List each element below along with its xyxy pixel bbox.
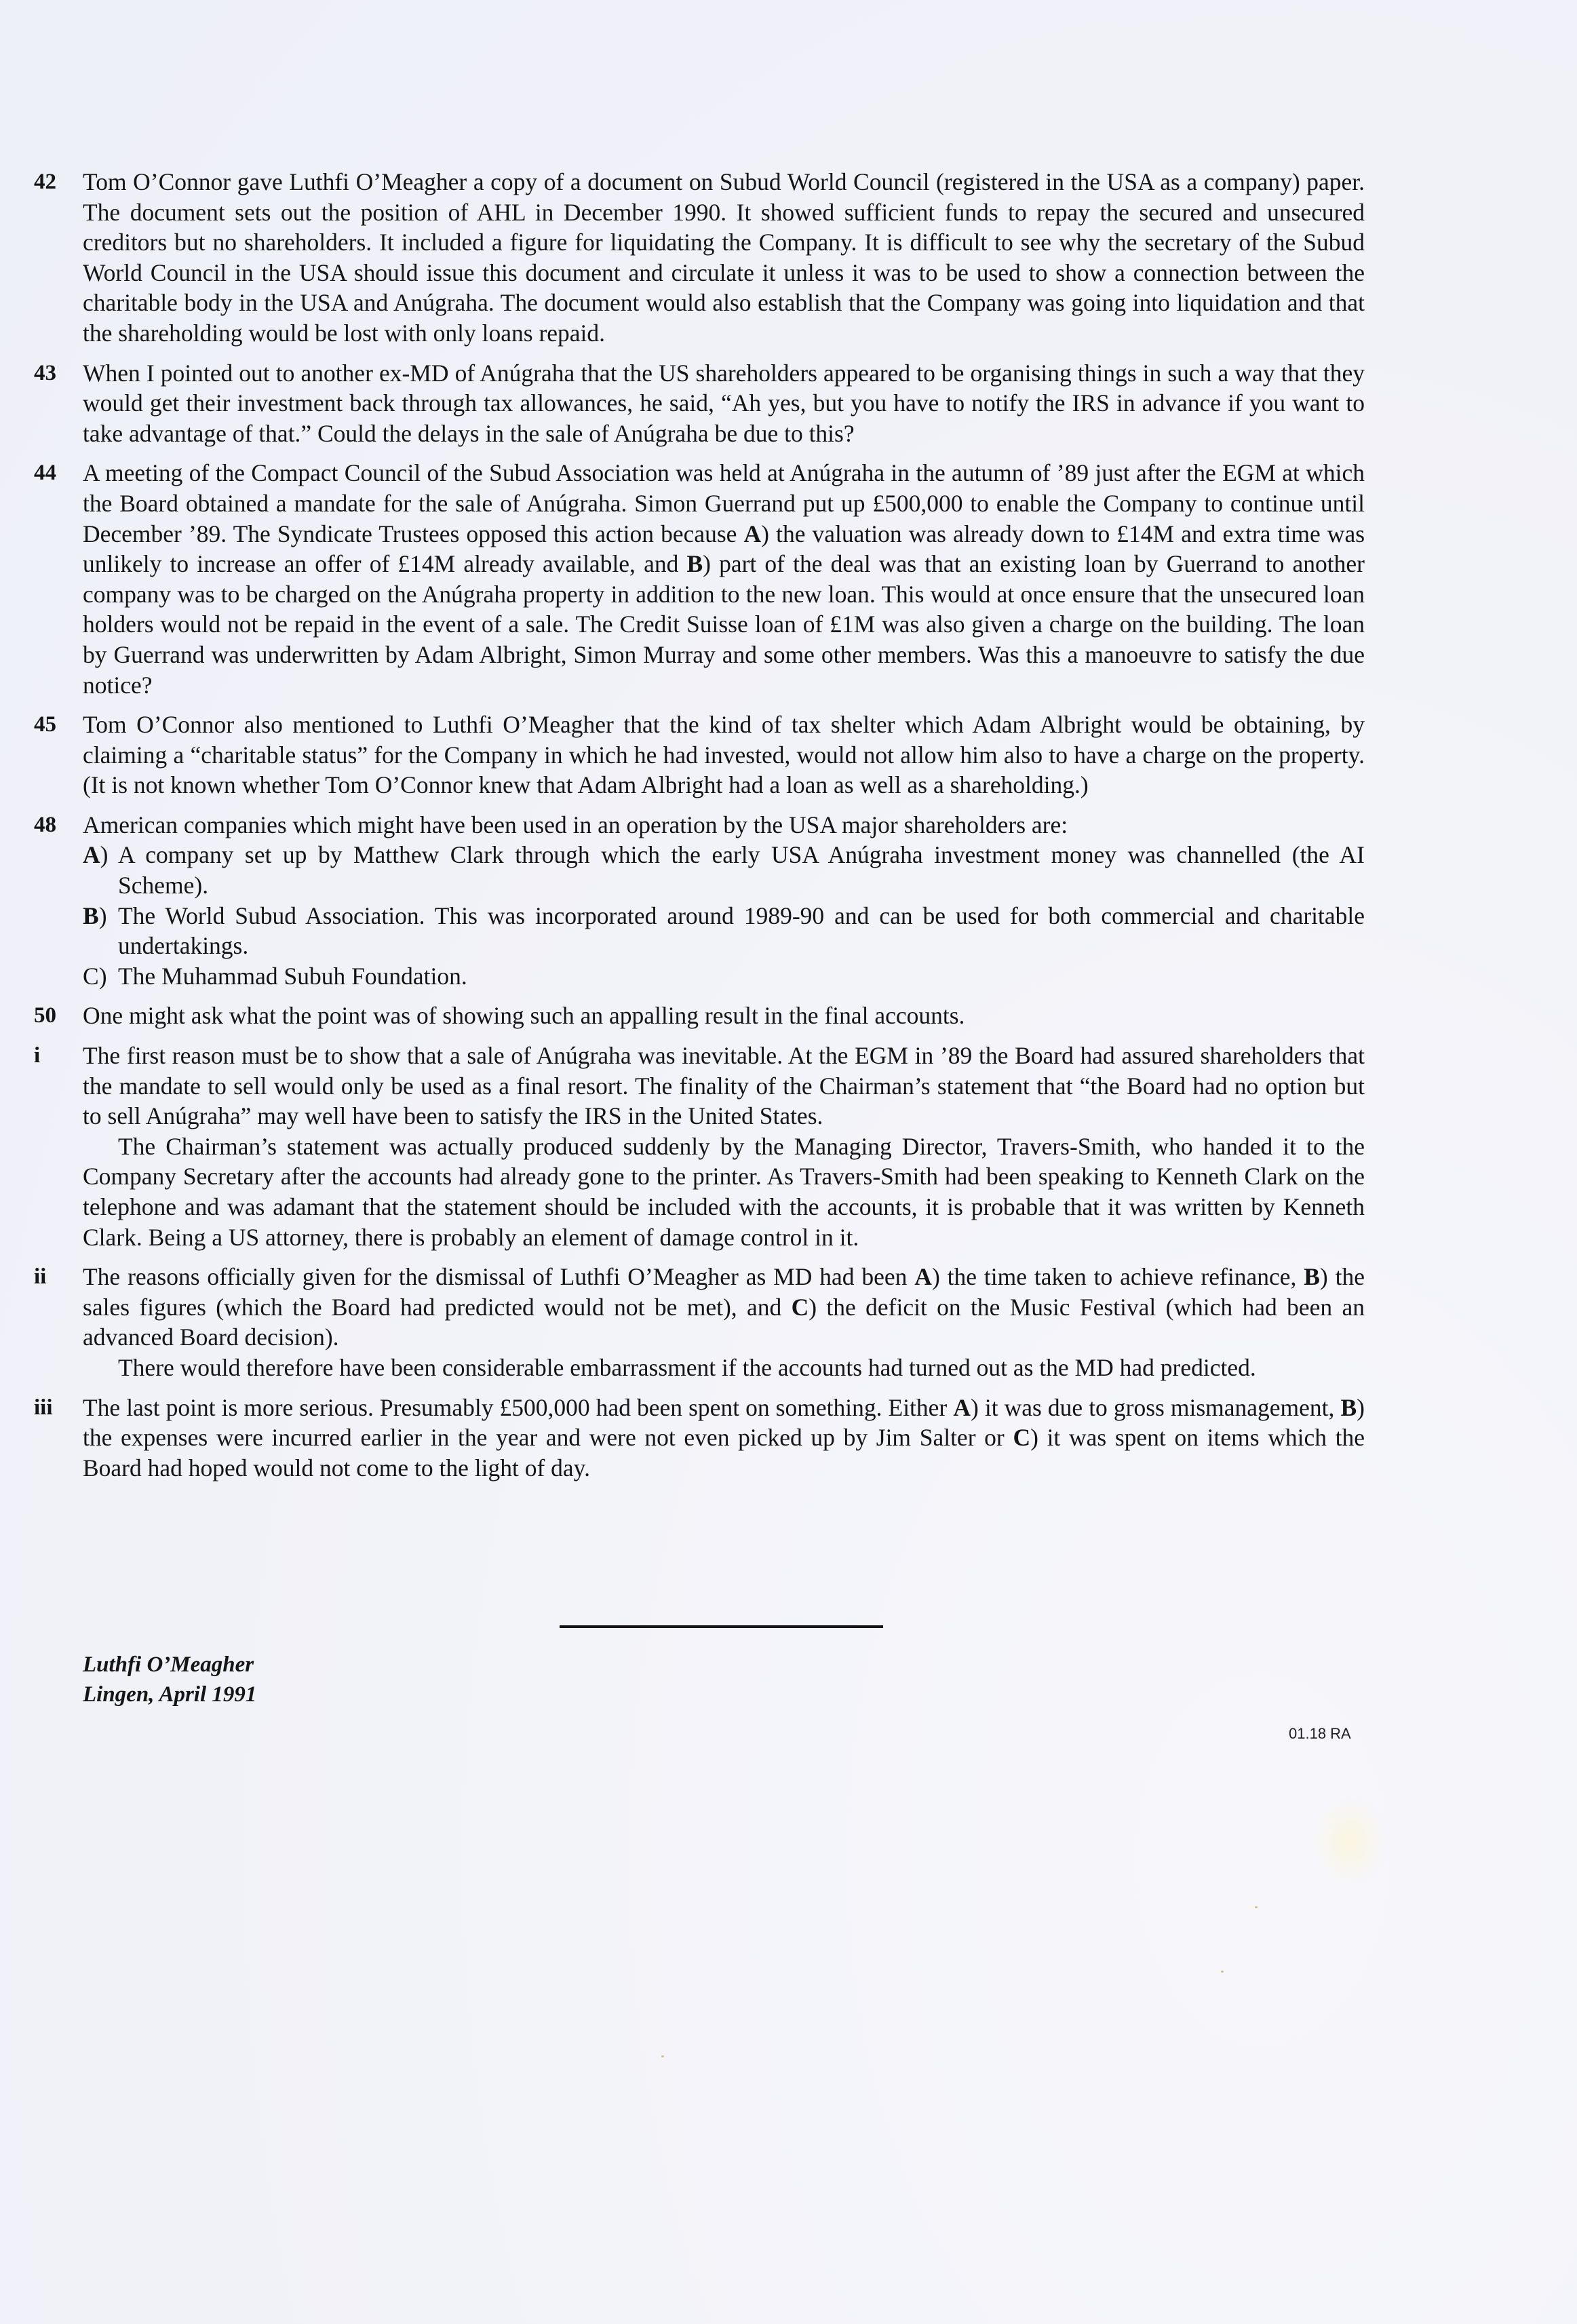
point-label-c: C — [791, 1293, 809, 1321]
signature-block — [83, 1650, 256, 1709]
list-item-label: B) — [83, 902, 107, 929]
paragraph-43 — [34, 358, 1365, 449]
paragraph-text: American companies which might have been used in an operation by the USA major shareholders are: — [83, 811, 1068, 838]
paragraph-text: One might ask what the point was of showing such an appalling result in the final accounts. — [83, 1002, 965, 1030]
list-item-label: C) — [83, 962, 107, 990]
signature-place-date: Lingen, April 1991 — [83, 1682, 257, 1707]
paragraph-text: A meeting of the Compact Council of the Subud Association was held at Anúgraha in the autumn of ’89 just after the EGM at which the Board obtained a mandate for the sale of Anúgraha. Simon Guerrand put up £500,000 to enable the Company to continue until December ’89. The Syndicate Trustees opposed this action because — [83, 459, 1365, 547]
reference-code: 01.18 RA — [1289, 1725, 1351, 1742]
paragraph-text: Tom O’Connor gave Luthfi O’Meagher a copy of a document on Subud World Council (registered in the USA as a company) paper. The document sets out the position of AHL in December 1990. It showed sufficient funds to repay the secured and unsecured creditors but no shareholders. It included a figure for liquidating the Company. It is difficult to see why the secretary of the Subud World Council in the USA should issue this document and circulate it unless it was to be used to show a connection between the charitable body in the USA and Anúgraha. The document would also establish that the Company was going into liquidation and that the shareholding would be lost with only loans repaid. — [83, 168, 1365, 347]
list-item-c — [83, 961, 1365, 992]
list-item-text: A company set up by Matthew Clark through which the early USA Anúgraha investment money was channelled (the AI Scheme). — [118, 841, 1365, 899]
paragraph-number: ii — [34, 1264, 47, 1290]
paragraph-number: 42 — [34, 170, 56, 194]
paragraph-48 — [34, 810, 1365, 992]
paragraph-text: Tom O’Connor also mentioned to Luthfi O’Meagher that the kind of tax shelter which Adam Albright would be obtaining, by claiming a “charitable status” for the Company in which he had invested, would not allow him also to have a charge on the property. (It is not known whether Tom O’Connor knew that Adam Albright had a loan as well as a shareholding.) — [83, 711, 1365, 799]
paragraph-50 — [34, 1001, 1365, 1031]
paragraph-number: i — [34, 1043, 41, 1068]
paragraph-number: iii — [34, 1395, 53, 1420]
paragraph-text: When I pointed out to another ex-MD of Anúgraha that the US shareholders appeared to be organising things in such a way that they would get their investment back through tax allowances, he said, “Ah yes, but you have to notify the IRS in advance if you want to take advantage of that.” Could the delays in the sale of Anúgraha be due to this? — [83, 359, 1365, 447]
paragraph-text: ) it was due to gross mismanagement, — [970, 1393, 1341, 1421]
paragraph-number: 44 — [34, 461, 56, 486]
paragraph-45 — [34, 710, 1365, 800]
paragraph-number: 50 — [34, 1003, 56, 1028]
paragraph-number: 48 — [34, 812, 56, 837]
paragraph-text: The last point is more serious. Presumably £500,000 had been spent on something. Either — [83, 1393, 954, 1421]
signature-name: Luthfi O’Meagher — [83, 1652, 254, 1677]
list-item-a — [83, 840, 1365, 900]
list-item-text: The World Subud Association. This was incorporated around 1989-90 and can be used for both commercial and charitable undertakings. — [118, 902, 1365, 960]
paragraph-number: 43 — [34, 360, 56, 385]
paragraph-continuation: The Chairman’s statement was actually produced suddenly by the Managing Director, Travers-Smith, who handed it to the Company Secretary after the accounts had already gone to the printer. As Travers-Smith had been speaking to Kenneth Clark on the telephone and was adamant that the statement should be included with the accounts, it is probable that it was written by Kenneth Clark. Being a US attorney, there is probably an element of damage control in it. — [83, 1132, 1365, 1251]
paragraph-text: The reasons officially given for the dismissal of Luthfi O’Meagher as MD had been A) the time taken to achieve refinance, B) the sales figures (which the Board had predicted would not be met), and C) the deficit on the Music Festival (which had been an advanced Board decision). — [83, 1263, 1365, 1351]
document-body — [34, 167, 1365, 1492]
point-label-a: A — [953, 1393, 971, 1421]
paragraph-iii — [34, 1393, 1365, 1484]
paragraph-text: ) the expenses were incurred earlier in the year and were not even picked up by Jim Salter or — [83, 1393, 1365, 1452]
paragraph-text: ) it was spent on items which the Board had hoped would not come to the light of day. — [83, 1424, 1365, 1481]
paper-speck — [661, 2055, 664, 2057]
paragraph-i — [34, 1041, 1365, 1252]
paragraph-ii — [34, 1262, 1365, 1382]
point-label-a: A — [743, 520, 762, 547]
paragraph-42 — [34, 167, 1365, 349]
paragraph-44 — [34, 458, 1365, 700]
paper-speck — [1255, 1906, 1258, 1908]
paper-stain — [1312, 1798, 1387, 1886]
list-item-b — [83, 901, 1365, 961]
paragraph-text: The first reason must be to show that a sale of Anúgraha was inevitable. At the EGM in ’89 the Board had assured shareholders that the mandate to sell would only be used as a final resort. The finality of the Chairman’s statement that “the Board had no option but to sell Anúgraha” may well have been to satisfy the IRS in the United States. — [83, 1042, 1365, 1130]
paragraph-continuation: There would therefore have been considerable embarrassment if the accounts had turned out as the MD had predicted. — [118, 1353, 1256, 1381]
point-label-b: B — [1340, 1393, 1357, 1421]
paragraph-text: ) part of the deal was that an existing loan by Guerrand to another company was to be charged on the Anúgraha property in addition to the new loan. This would at once ensure that the unsecured loan holders would not be repaid in the event of a sale. The Credit Suisse loan of £1M was also given a charge on the building. The loan by Guerrand was underwritten by Adam Albright, Simon Murray and some other members. Was this a manoeuvre to satisfy the due notice? — [83, 550, 1365, 699]
list-item-text: The Muhammad Subuh Foundation. — [118, 962, 467, 990]
point-label-c: C — [1013, 1424, 1031, 1452]
closing-rule — [560, 1625, 883, 1628]
point-label-b: B — [686, 550, 703, 578]
paragraph-number: 45 — [34, 712, 56, 737]
paper-speck — [1221, 1971, 1224, 1973]
point-label-b: B — [1304, 1263, 1320, 1291]
paragraph-text: ) the valuation was already down to £14M and extra time was unlikely to increase an offer of £14M already available, and — [83, 520, 1365, 578]
list-item-label: A) — [83, 841, 109, 869]
point-label-a: A — [914, 1263, 932, 1291]
